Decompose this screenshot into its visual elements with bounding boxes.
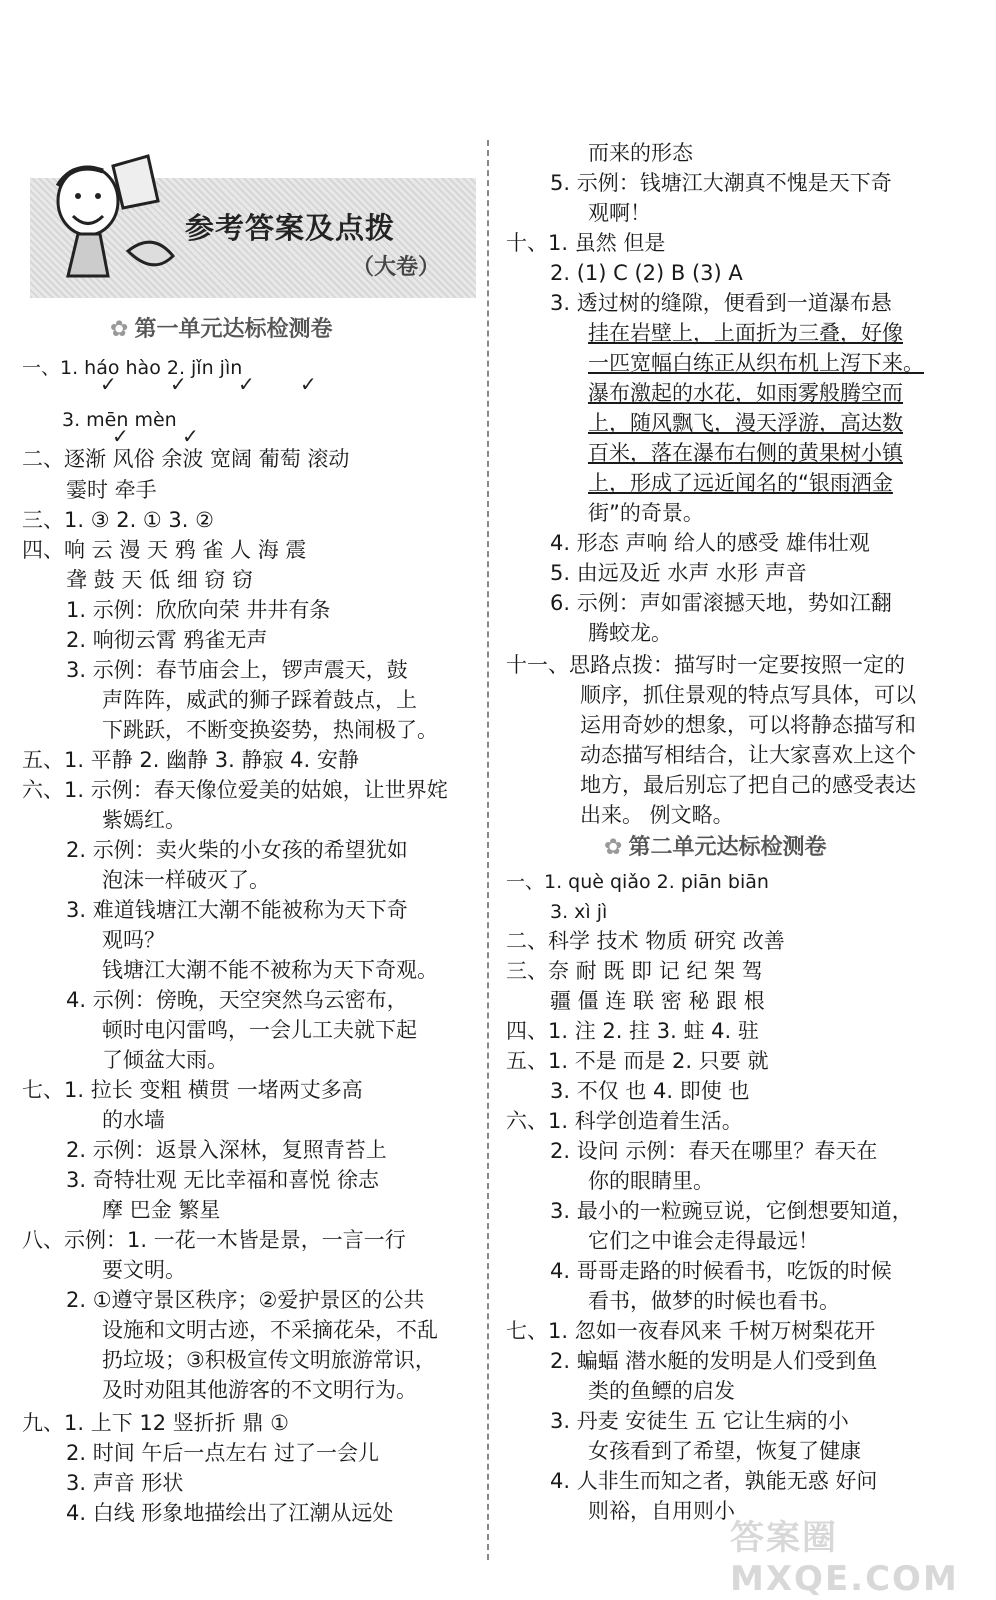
answer-line: 2. 示例：返景入深林，复照青苔上 — [66, 1138, 387, 1162]
answer-line: 霎时 牵手 — [66, 478, 157, 502]
watermark: 答案圈 MXQE.COM — [730, 1518, 959, 1599]
answer-line: 3. mēn mèn — [62, 409, 177, 431]
answer-line: 3. 透过树的缝隙，便看到一道瀑布悬 — [550, 291, 892, 315]
answer-line: 4. 白线 形象地描绘出了江潮从远处 — [66, 1501, 394, 1525]
answer-line: 观吗？ — [102, 928, 165, 952]
answer-line: 设施和文明古迹，不采摘花朵，不乱 — [102, 1318, 438, 1342]
answer-line: 4. 形态 声响 给人的感受 雄伟壮观 — [550, 531, 870, 555]
answer-line: 4. 示例：傍晚，天空突然乌云密布， — [66, 988, 408, 1012]
answer-line: 顿时电闪雷鸣，一会儿工夫就下起 — [102, 1018, 417, 1042]
answer-line: 钱塘江大潮不能不被称为天下奇观。 — [102, 958, 438, 982]
answer-line: 3. 示例：春节庙会上，锣声震天，鼓 — [66, 658, 408, 682]
column-divider — [487, 140, 489, 1560]
check-mark-icon: ✓ — [170, 372, 187, 396]
answer-line: 2. ①遵守景区秩序；②爱护景区的公共 — [66, 1288, 425, 1312]
answer-line: 四、1. 注 2. 拄 3. 蛀 4. 驻 — [506, 1019, 759, 1043]
answer-line: 2. 响彻云霄 鸦雀无声 — [66, 628, 268, 652]
answer-line: 2. 设问 示例：春天在哪里？春天在 — [550, 1139, 878, 1163]
answer-line: 1. 示例：欣欣向荣 井井有条 — [66, 598, 331, 622]
answer-line: 下跳跃，不断变换姿势，热闹极了。 — [102, 718, 438, 742]
answer-line: 类的鱼鳔的启发 — [588, 1379, 735, 1403]
answer-line: 3. 难道钱塘江大潮不能被称为天下奇 — [66, 898, 408, 922]
answer-line: 瀑布激起的水花，如雨雾般腾空而 — [588, 381, 903, 405]
answer-line: 三、1. ③ 2. ① 3. ② — [22, 508, 214, 532]
answer-line: 街”的奇景。 — [588, 501, 704, 525]
answer-line: 3. 奇特壮观 无比幸福和喜悦 徐志 — [66, 1168, 380, 1192]
answer-line: 上，随风飘飞，漫天浮游，高达数 — [588, 411, 903, 435]
answer-line: 地方，最后别忘了把自己的感受表达 — [580, 773, 916, 797]
answer-line: 要文明。 — [102, 1258, 186, 1282]
mascot-illustration-icon — [18, 146, 178, 296]
answer-line: 一、1. háo hào 2. jǐn jìn — [22, 357, 243, 379]
answer-line: 2. 蝙蝠 潜水艇的发明是人们受到鱼 — [550, 1349, 878, 1373]
answer-line: 看书，做梦的时候也看书。 — [588, 1289, 840, 1313]
answer-line: 八、示例：1. 一花一木皆是景，一言一行 — [22, 1228, 406, 1252]
answer-line: 泡沫一样破灭了。 — [102, 868, 270, 892]
answer-line: 五、1. 平静 2. 幽静 3. 静寂 4. 安静 — [22, 748, 359, 772]
answer-line: 一、1. què qiǎo 2. piān biān — [506, 871, 769, 893]
answer-line: 2. 示例：卖火柴的小女孩的希望犹如 — [66, 838, 408, 862]
answer-line: 四、响 云 漫 天 鸦 雀 人 海 震 — [22, 538, 307, 562]
unit1-title: ✿ 第一单元达标检测卷 — [110, 317, 333, 342]
check-mark-icon: ✓ — [100, 372, 117, 396]
answer-line: 观啊！ — [588, 201, 651, 225]
answer-line: 聋 鼓 天 低 细 窃 窃 — [66, 568, 254, 592]
page-title: 参考答案及点拨 — [185, 211, 396, 245]
answer-line: 它们之中谁会走得最远！ — [588, 1229, 819, 1253]
answer-line: 的水墙 — [102, 1108, 165, 1132]
answer-line: 七、1. 拉长 变粗 横贯 一堵两丈多高 — [22, 1078, 363, 1102]
answer-line: 3. 不仅 也 4. 即使 也 — [550, 1079, 750, 1103]
answer-line: 二、逐渐 风俗 余波 宽阔 葡萄 滚动 — [22, 447, 350, 471]
answer-line: 顺序，抓住景观的特点写具体，可以 — [580, 683, 916, 707]
check-mark-icon: ✓ — [112, 424, 129, 448]
answer-line: 十、1. 虽然 但是 — [506, 231, 666, 255]
answer-line: 扔垃圾；③积极宣传文明旅游常识， — [102, 1348, 436, 1372]
answer-line: 女孩看到了希望，恢复了健康 — [588, 1439, 861, 1463]
answer-line: 五、1. 不是 而是 2. 只要 就 — [506, 1049, 769, 1073]
answer-line: 4. 人非生而知之者，孰能无惑 好问 — [550, 1469, 878, 1493]
answer-line: 及时劝阻其他游客的不文明行为。 — [102, 1378, 417, 1402]
unit2-title: ✿ 第二单元达标检测卷 — [604, 835, 827, 860]
answer-line: 七、1. 忽如一夜春风来 千树万树梨花开 — [506, 1319, 876, 1343]
answer-line: 六、1. 科学创造着生活。 — [506, 1109, 743, 1133]
check-mark-icon: ✓ — [182, 424, 199, 448]
answer-line: 5. 示例：钱塘江大潮真不愧是天下奇 — [550, 171, 892, 195]
answer-line: 6. 示例：声如雷滚撼天地，势如江翻 — [550, 591, 892, 615]
check-mark-icon: ✓ — [238, 372, 255, 396]
answer-line: 运用奇妙的想象，可以将静态描写和 — [580, 713, 916, 737]
answer-line: 出来。 例文略。 — [580, 803, 734, 827]
answer-line: 动态描写相结合，让大家喜欢上这个 — [580, 743, 916, 767]
flower-icon: ✿ — [110, 317, 129, 342]
answer-line: 三、奈 耐 既 即 记 纪 架 驾 — [506, 959, 763, 983]
answer-line: 则裕，自用则小 — [588, 1499, 735, 1523]
check-mark-icon: ✓ — [300, 372, 317, 396]
answer-line: 上，形成了远近闻名的“银雨洒金 — [588, 471, 893, 495]
answer-line: 百米，落在瀑布右侧的黄果树小镇 — [588, 441, 903, 465]
answer-line: 声阵阵，威武的狮子踩着鼓点，上 — [102, 688, 417, 712]
page-subtitle: （大卷） — [351, 255, 440, 280]
answer-line: 3. 丹麦 安徒生 五 它让生病的小 — [550, 1409, 849, 1433]
answer-line: 5. 由远及近 水声 水形 声音 — [550, 561, 807, 585]
answer-line: 了倾盆大雨。 — [102, 1048, 228, 1072]
answer-line: 腾蛟龙。 — [588, 621, 672, 645]
answer-line: 紫嫣红。 — [102, 808, 186, 832]
answer-line: 4. 哥哥走路的时候看书，吃饭的时候 — [550, 1259, 892, 1283]
answer-line: 挂在岩壁上，上面折为三叠，好像 — [588, 321, 903, 345]
answer-line: 3. xì jì — [550, 901, 608, 923]
answer-line: 疆 僵 连 联 密 秘 跟 根 — [550, 989, 765, 1013]
answer-line: 二、科学 技术 物质 研究 改善 — [506, 929, 785, 953]
answer-line: 而来的形态 — [588, 141, 693, 165]
flower-icon: ✿ — [604, 835, 623, 860]
answer-line: 九、1. 上下 12 竖折折 鼎 ① — [22, 1411, 289, 1435]
answer-line: 2. 时间 午后一点左右 过了一会儿 — [66, 1441, 380, 1465]
answer-line: 2. (1) C (2) B (3) A — [550, 261, 743, 285]
answer-line: 摩 巴金 繁星 — [102, 1198, 221, 1222]
answer-line: 六、1. 示例：春天像位爱美的姑娘，让世界姹 — [22, 778, 448, 802]
answer-line: 3. 声音 形状 — [66, 1471, 184, 1495]
answer-line: 3. 最小的一粒豌豆说，它倒想要知道， — [550, 1199, 913, 1223]
answer-line: 十一、思路点拨：描写时一定要按照一定的 — [506, 653, 905, 677]
answer-line: 一匹宽幅白练正从织布机上泻下来。 — [588, 351, 924, 375]
answer-line: 你的眼睛里。 — [588, 1169, 714, 1193]
